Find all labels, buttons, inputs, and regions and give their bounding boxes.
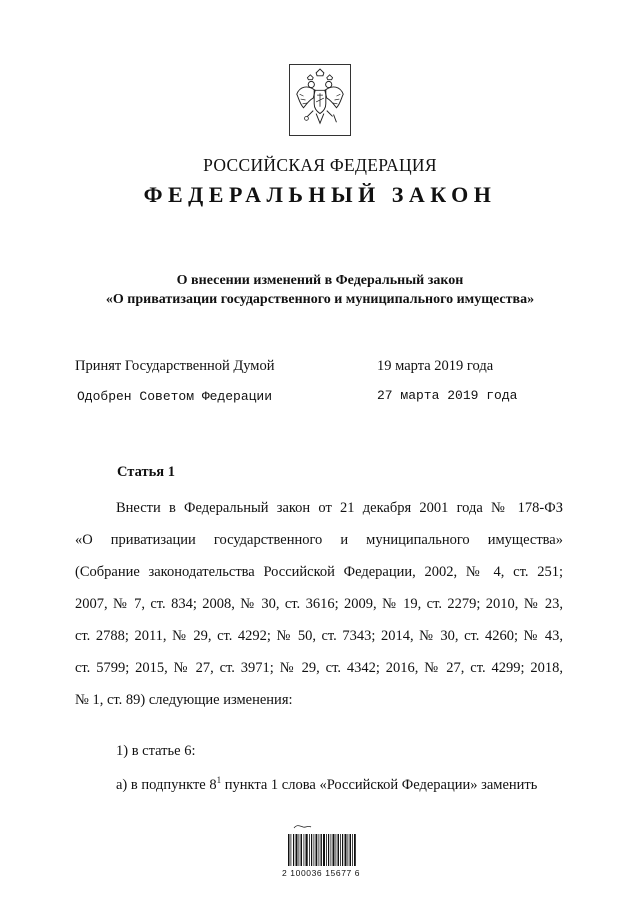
body-line: «О приватизации государственного и муниципального имущества»: [75, 532, 563, 548]
council-label: Одобрен Советом Федерации: [77, 389, 273, 404]
law-title-line: «О приватизации государственного и муниципального имущества»: [105, 292, 535, 307]
body-line: (Собрание законодательства Российской Федерации, 2002, № 4, ст. 251;: [75, 564, 563, 580]
law-title: [0, 271, 640, 309]
council-date: 27 марта 2019 года: [377, 388, 518, 403]
law-title-line: О внесении изменений в Федеральный закон: [176, 273, 464, 288]
duma-label: Принят Государственной Думой: [75, 358, 275, 374]
double-headed-eagle-icon: [290, 65, 350, 135]
body-line: 2007, № 7, ст. 834; 2008, № 30, ст. 3616; 2009, № 19, ст. 2279; 2010, № 23,: [75, 596, 563, 612]
item-a-prefix: а) в подпункте 8: [116, 776, 217, 793]
document-type: ФЕДЕРАЛЬНЫЙ ЗАКОН: [143, 182, 497, 207]
amendment-item-1: 1) в статье 6:: [116, 743, 196, 759]
body-line: № 1, ст. 89) следующие изменения:: [75, 692, 293, 708]
item-a-text: пункта 1 слова «Российской Федерации» заменить: [221, 776, 538, 793]
amendment-item-a: [116, 775, 563, 794]
article-body: [75, 492, 563, 716]
duma-date: 19 марта 2019 года: [377, 358, 494, 374]
item-a-superscript: 1: [216, 775, 222, 785]
article-heading: Статья 1: [117, 464, 175, 480]
barcode-number: 2 100036 15677 6: [282, 868, 361, 878]
body-line: ст. 5799; 2015, № 27, ст. 3971; № 29, ст. 4342; 2016, № 27, ст. 4299; 2018,: [75, 660, 563, 676]
state-emblem: [289, 64, 351, 136]
body-line: Внести в Федеральный закон от 21 декабря 2001 года № 178-ФЗ: [116, 500, 563, 516]
body-line: ст. 2788; 2011, № 29, ст. 4292; № 50, ст. 7343; 2014, № 30, ст. 4260; № 43,: [75, 628, 563, 644]
country-name: РОССИЙСКАЯ ФЕДЕРАЦИЯ: [203, 155, 437, 175]
